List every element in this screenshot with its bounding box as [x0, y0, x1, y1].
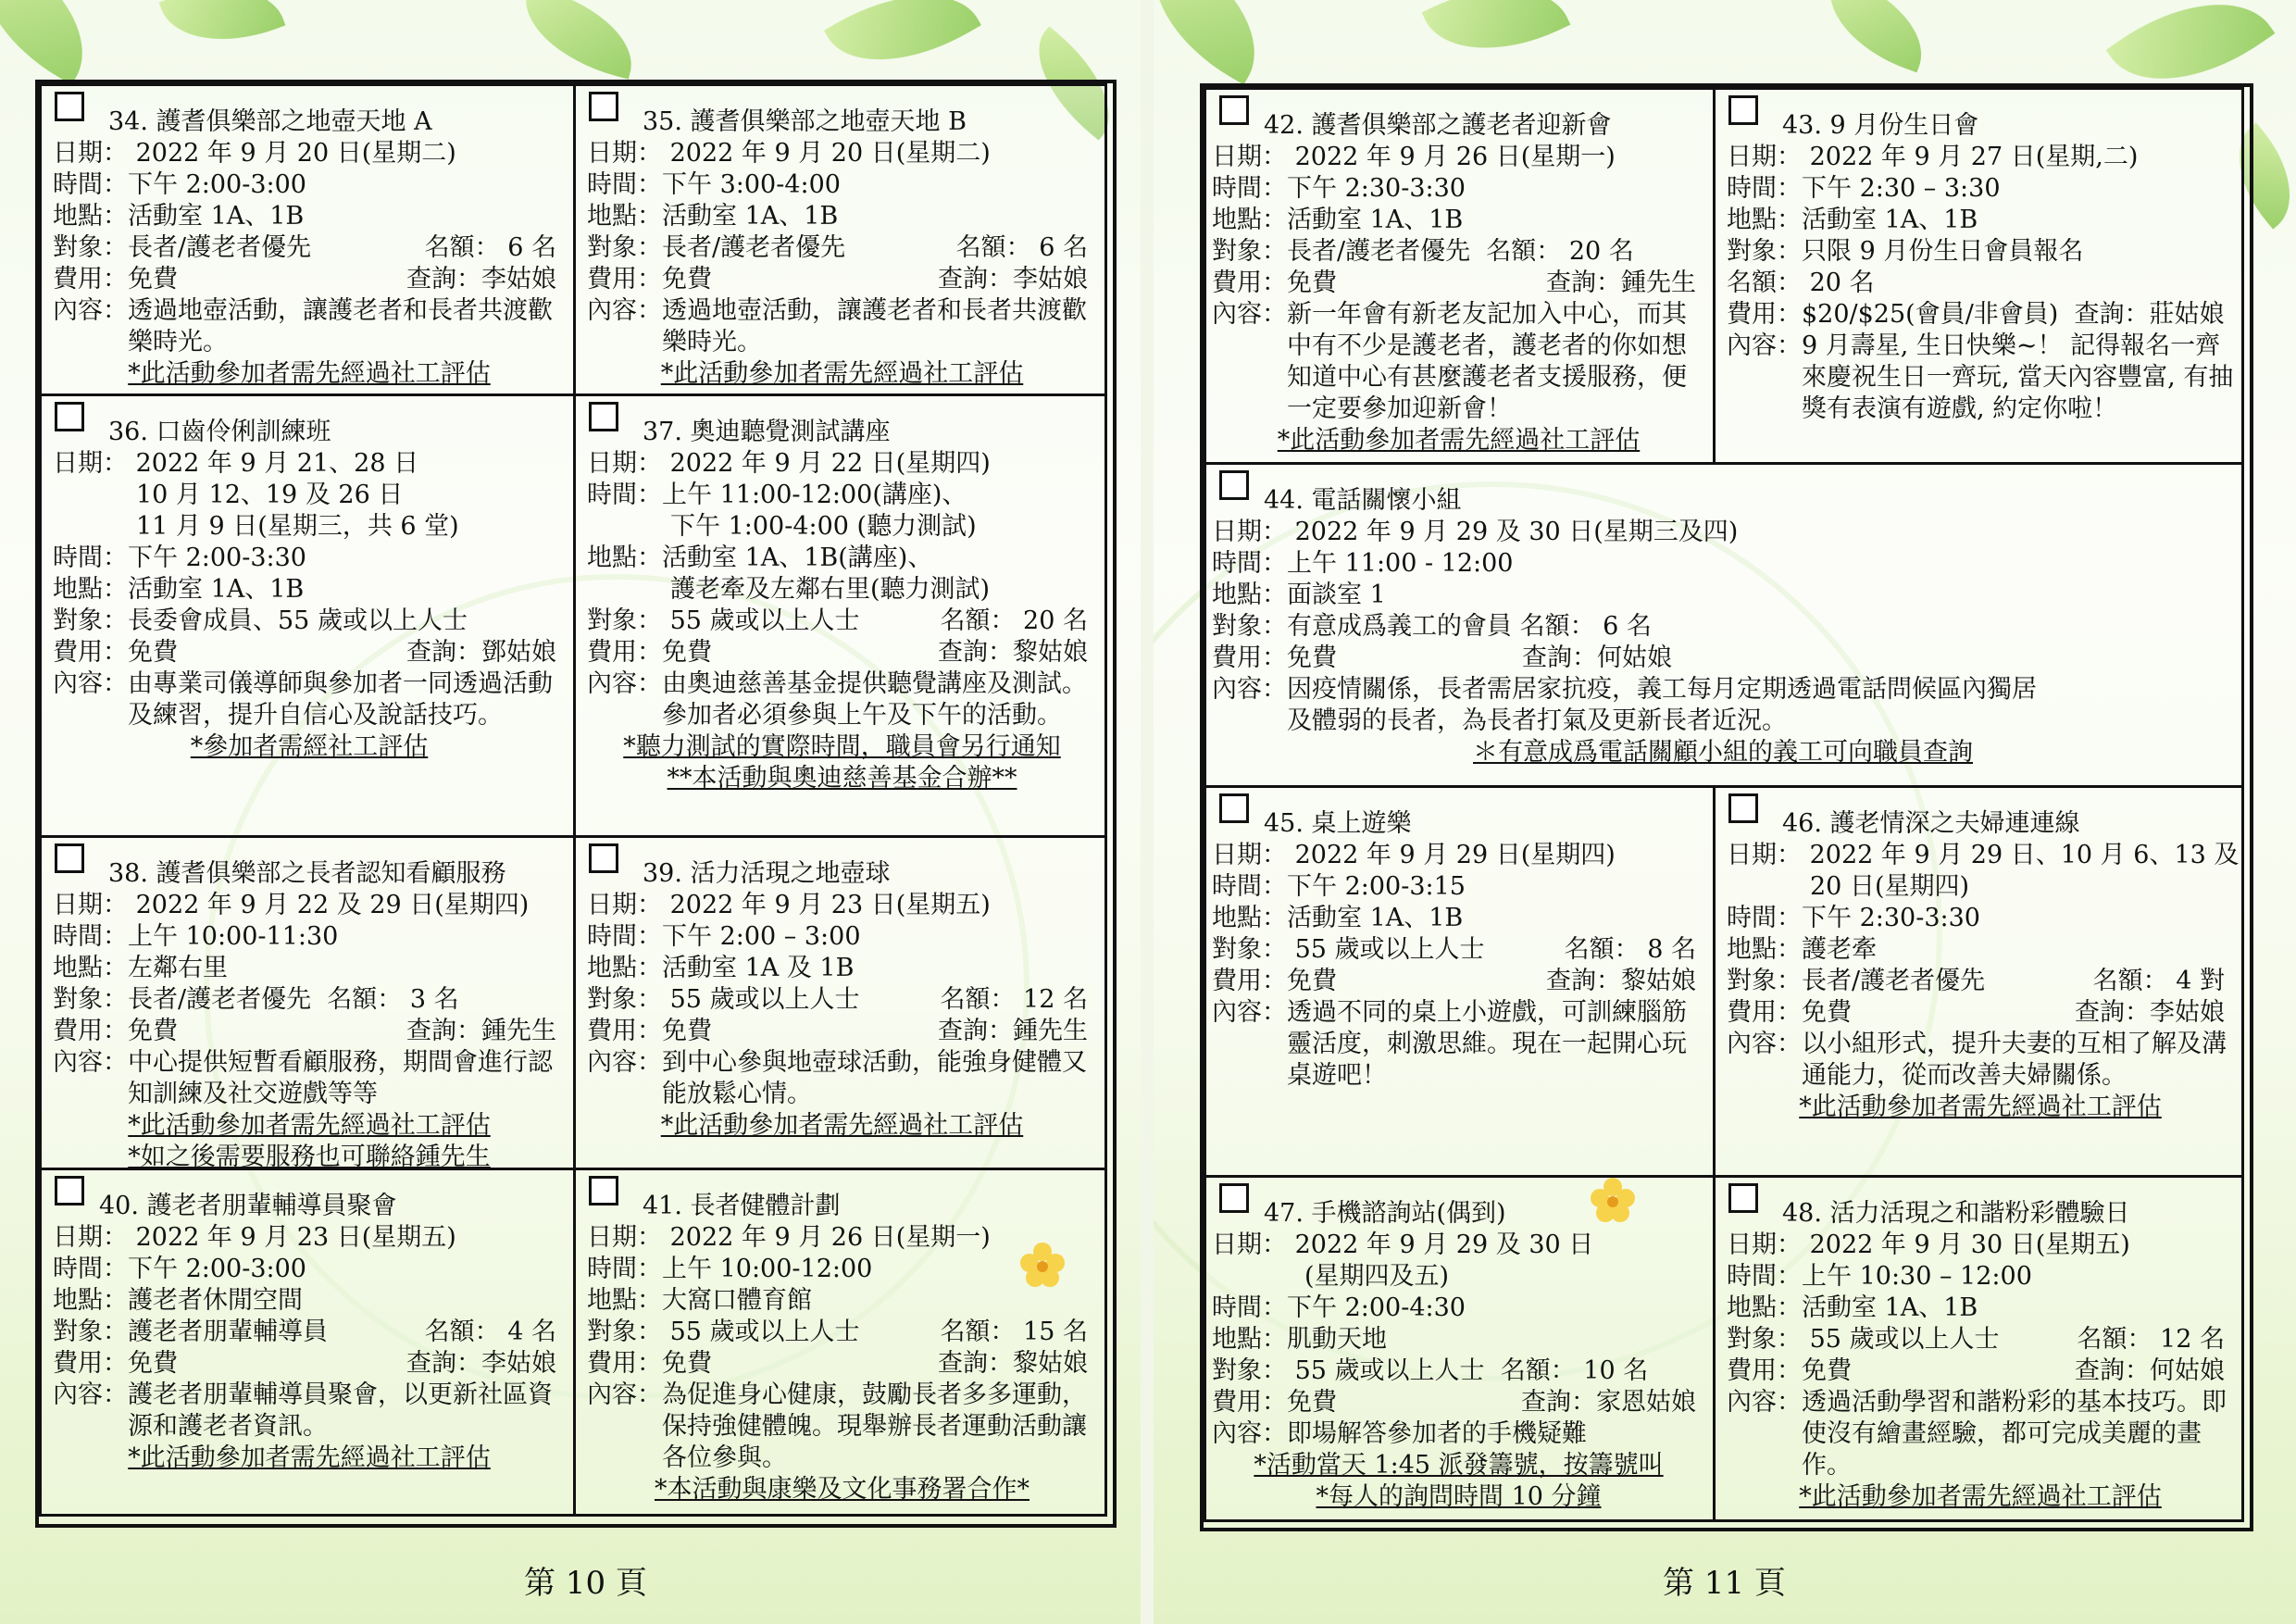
fee: 費用：免費 — [1727, 998, 1852, 1027]
target: 對象：長委會成員、55 歲或以上人士 — [53, 606, 468, 635]
date: 日期： 2022 年 9 月 21、28 日 — [53, 449, 419, 478]
date: 日期： 2022 年 9 月 27 日(星期,二) — [1727, 143, 2139, 171]
fee: 費用：免費 — [53, 638, 178, 667]
checkbox[interactable] — [589, 1176, 618, 1206]
target: 對象：長者/護老者優先 — [53, 233, 312, 262]
flower-icon — [1589, 1176, 1637, 1224]
enquiry: 查詢：李姑娘 — [2075, 998, 2225, 1027]
checkbox[interactable] — [55, 402, 84, 431]
time: 時間：下午 2:00-3:00 — [53, 170, 306, 199]
enquiry: 查詢：李姑娘 — [406, 1349, 556, 1378]
activity-title: 42. 護耆俱樂部之護老者迎新會 — [1264, 111, 1612, 140]
content: 即場解答參加者的手機疑難 — [1287, 1419, 1587, 1448]
place-line-2: 護老牽及左鄰右里(聽力測試) — [670, 575, 991, 604]
target: 對象： 55 歲或以上人士 — [587, 985, 860, 1014]
content: 由奧迪慈善基金提供聽覺講座及測試。參加者必須參與上午及下午的活動。 — [662, 669, 1087, 730]
date-line-2: 20 日(星期四) — [1810, 872, 1970, 901]
page-number: 第 11 頁 — [1663, 1565, 1786, 1602]
time: 時間：上午 11:00 - 12:00 — [1212, 549, 1514, 578]
fee: 費用：免費 — [1212, 967, 1337, 995]
checkbox[interactable] — [589, 843, 618, 873]
date: 日期： 2022 年 9 月 30 日(星期五) — [1727, 1230, 2130, 1259]
enquiry: 查詢：何姑娘 — [1522, 643, 1672, 672]
enquiry: 查詢：李姑娘 — [406, 265, 556, 294]
activity-title: 34. 護耆俱樂部之地壺天地 A — [108, 107, 432, 136]
content: 透過不同的桌上小遊戲，可訓練腦筋靈活度，刺激思維。現在一起開心玩桌遊吧！ — [1287, 998, 1687, 1090]
place: 地點：活動室 1A、1B — [1727, 1293, 1978, 1322]
page-gutter — [1141, 0, 1154, 1624]
target: 對象：長者/護老者優先 — [587, 233, 846, 262]
enquiry: 查詢：家恩姑娘 — [1521, 1388, 1696, 1417]
quota: 名額： 4 對 — [2092, 967, 2225, 995]
place: 地點：活動室 1A、1B — [53, 202, 305, 231]
fee: 費用：免費 — [1727, 1356, 1852, 1385]
time: 時間：下午 2:00 – 3:00 — [587, 922, 861, 951]
time: 時間：下午 2:00-3:30 — [53, 543, 306, 572]
place: 地點：肌動天地 — [1212, 1325, 1387, 1354]
activity-48 — [1713, 1175, 2244, 1522]
target: 對象：長者/護老者優先 — [53, 985, 312, 1014]
fee: 費用：免費 — [1212, 643, 1337, 672]
content: 為促進身心健康，鼓勵長者多多運動，保持強健體魄。現舉辦長者運動活動讓各位參與。 — [662, 1380, 1087, 1472]
fee: 費用：免費 — [587, 1349, 712, 1378]
activity-title: 43. 9 月份生日會 — [1782, 111, 1979, 140]
content: 因疫情關係，長者需居家抗疫，義工每月定期透過電話問候區內獨居及體弱的長者，為長者打氣及更新長者近況。 — [1287, 675, 2037, 735]
date: 日期： 2022 年 9 月 22 日(星期四) — [587, 449, 991, 478]
activity-grid-left — [35, 80, 1117, 1528]
fee: 費用：免費 — [53, 1017, 178, 1045]
note-2: **本活動與奧迪慈善基金合辦** — [667, 764, 1017, 793]
time: 時間：下午 2:00-3:00 — [53, 1255, 306, 1283]
enquiry: 查詢：莊姑娘 — [2074, 300, 2225, 329]
activity-38 — [39, 835, 576, 1170]
activity-title: 37. 奧迪聽覺測試講座 — [643, 418, 891, 446]
note-2: *如之後需要服務也可聯絡鍾先生 — [128, 1143, 491, 1170]
enquiry: 查詢：鄧姑娘 — [406, 638, 556, 667]
checkbox[interactable] — [55, 1176, 84, 1206]
quota: 名額： 3 名 — [327, 985, 459, 1014]
fee: 費用：免費 — [53, 1349, 178, 1378]
enquiry: 查詢：鍾先生 — [1546, 269, 1696, 297]
content: 中心提供短暫看顧服務，期間會進行認知訓練及社交遊戲等等 — [128, 1048, 553, 1108]
place: 地點：活動室 1A、1B — [1212, 206, 1464, 234]
activity-title: 48. 活力活現之和諧粉彩體驗日 — [1782, 1199, 2130, 1228]
date-line-2: 10 月 12、19 及 26 日 — [136, 481, 404, 509]
note: *此活動參加者需先經過社工評估 — [128, 1443, 491, 1472]
quota: 名額： 15 名 — [940, 1318, 1088, 1346]
time-line-2: 下午 1:00-4:00 (聽力測試) — [670, 512, 977, 541]
date: 日期： 2022 年 9 月 29 日、10 月 6、13 及 — [1727, 841, 2240, 869]
note: *活動當天 1:45 派發籌號，按籌號叫 — [1254, 1451, 1664, 1480]
activity-title: 44. 電話關懷小組 — [1264, 486, 1462, 515]
date: 日期： 2022 年 9 月 20 日(星期二) — [53, 139, 456, 168]
flower-icon — [1018, 1241, 1067, 1289]
fee: 費用：$20/$25(會員/非會員) — [1727, 300, 2059, 329]
target: 對象： 55 歲或以上人士 — [1727, 1325, 2000, 1354]
content-label: 內容： — [587, 1048, 662, 1077]
activity-title: 36. 口齒伶俐訓練班 — [108, 418, 331, 446]
activity-title: 40. 護老者朋輩輔導員聚會 — [99, 1192, 397, 1220]
checkbox[interactable] — [589, 92, 618, 121]
note: ＊有意成爲電話關顧小組的義工可向職員查詢 — [1473, 738, 1973, 767]
date: 日期： 2022 年 9 月 26 日(星期一) — [1212, 143, 1616, 171]
activity-title: 41. 長者健體計劃 — [643, 1192, 841, 1220]
content-label: 內容： — [53, 669, 128, 698]
quota: 名額： 20 名 — [1486, 237, 1634, 266]
note: *參加者需經社工評估 — [190, 732, 429, 761]
activity-title: 35. 護耆俱樂部之地壺天地 B — [643, 107, 967, 136]
activity-title: 45. 桌上遊樂 — [1264, 809, 1412, 838]
note: *此活動參加者需先經過社工評估 — [660, 1111, 1024, 1140]
activity-36 — [39, 394, 576, 838]
activity-47 — [1204, 1175, 1716, 1522]
time: 時間：下午 2:00-4:30 — [1212, 1293, 1466, 1322]
target: 對象：長者/護老者優先 — [1212, 237, 1471, 266]
quota: 名額： 4 名 — [424, 1318, 556, 1346]
date: 日期： 2022 年 9 月 29 及 30 日 — [1212, 1230, 1594, 1259]
content-label: 內容： — [1212, 675, 1287, 704]
checkbox[interactable] — [1728, 95, 1758, 125]
activity-title: 47. 手機諮詢站(偶到) — [1264, 1199, 1506, 1228]
content-label: 內容： — [587, 1380, 662, 1409]
place: 地點：活動室 1A、1B — [1212, 904, 1464, 932]
note: *此活動參加者需先經過社工評估 — [1799, 1482, 2162, 1511]
quota: 名額： 6 名 — [1519, 612, 1652, 641]
note: *聽力測試的實際時間，職員會另行通知 — [623, 732, 1061, 761]
time: 時間：上午 10:00-11:30 — [53, 922, 339, 951]
time: 時間：下午 2:00-3:15 — [1212, 872, 1466, 901]
content-label: 內容： — [53, 1380, 128, 1409]
quota: 名額： 12 名 — [2077, 1325, 2225, 1354]
enquiry: 查詢：李姑娘 — [938, 265, 1088, 294]
place: 地點：面談室 1 — [1212, 581, 1386, 609]
page-11 — [1154, 0, 2296, 1624]
content: 護老者朋輩輔導員聚會，以更新社區資源和護老者資訊。 — [128, 1380, 553, 1441]
place: 地點：活動室 1A、1B — [587, 202, 839, 231]
time: 時間：下午 2:30-3:30 — [1212, 174, 1466, 203]
target: 對象： 55 歲或以上人士 — [587, 606, 860, 635]
quota: 名額： 6 名 — [424, 233, 556, 262]
place: 地點：護老者休閒空間 — [53, 1286, 303, 1315]
time: 時間：上午 11:00-12:00(講座)、 — [587, 481, 967, 509]
place: 地點：護老牽 — [1727, 935, 1877, 964]
activity-45 — [1204, 785, 1716, 1178]
date: 日期： 2022 年 9 月 23 日(星期五) — [587, 891, 991, 919]
enquiry: 查詢：鍾先生 — [406, 1017, 556, 1045]
date: 日期： 2022 年 9 月 20 日(星期二) — [587, 139, 991, 168]
date-line-3: 11 月 9 日(星期三，共 6 堂) — [136, 512, 459, 541]
activity-35 — [573, 83, 1107, 396]
target: 對象：只限 9 月份生日會員報名 — [1727, 237, 2084, 266]
note: *此活動參加者需先經過社工評估 — [1799, 1093, 2162, 1121]
content-label: 內容： — [53, 296, 128, 325]
content-label: 內容： — [1727, 1030, 1802, 1058]
activity-41 — [573, 1168, 1107, 1517]
activity-40 — [39, 1168, 576, 1517]
checkbox[interactable] — [1219, 793, 1249, 823]
enquiry: 查詢：黎姑娘 — [938, 638, 1088, 667]
checkbox[interactable] — [1219, 470, 1249, 500]
place: 地點：活動室 1A 及 1B — [587, 954, 855, 982]
content: 新一年會有新老友記加入中心，而其中有不少是護老者，護老者的你如想知道中心有甚麼護老者支援服務，便一定要參加迎新會！ — [1287, 300, 1687, 423]
activity-37 — [573, 394, 1107, 838]
activity-title: 38. 護耆俱樂部之長者認知看顧服務 — [108, 859, 506, 888]
content-label: 內容： — [1727, 1388, 1802, 1417]
note: *此活動參加者需先經過社工評估 — [128, 359, 491, 388]
checkbox[interactable] — [1219, 1183, 1249, 1213]
date: 日期： 2022 年 9 月 26 日(星期一) — [587, 1223, 991, 1252]
target: 對象：長者/護老者優先 — [1727, 967, 1986, 995]
time: 時間：下午 2:30-3:30 — [1727, 904, 1980, 932]
content: 透過活動學習和諧粉彩的基本技巧。即使沒有繪畫經驗，都可完成美麗的畫作。 — [1802, 1388, 2227, 1480]
enquiry: 查詢：黎姑娘 — [938, 1349, 1088, 1378]
quota: 名額： 6 名 — [955, 233, 1088, 262]
quota: 名額： 8 名 — [1564, 935, 1696, 964]
time: 時間：上午 10:00-12:00 — [587, 1255, 873, 1283]
content: 透過地壺活動，讓護老者和長者共渡歡樂時光。 — [662, 296, 1087, 356]
content-label: 內容： — [1727, 331, 1802, 360]
page-10 — [0, 0, 1141, 1624]
fee: 費用：免費 — [587, 265, 712, 294]
page-number: 第 10 頁 — [524, 1565, 647, 1602]
activity-title: 39. 活力活現之地壺球 — [643, 859, 891, 888]
checkbox[interactable] — [55, 843, 84, 873]
activity-42 — [1204, 87, 1716, 465]
target: 對象： 55 歲或以上人士 — [1212, 1356, 1485, 1385]
target: 對象： 55 歲或以上人士 — [587, 1318, 860, 1346]
content-label: 內容： — [1212, 998, 1287, 1027]
content: 9 月壽星, 生日快樂~！ 記得報名一齊來慶祝生日一齊玩, 當天內容豐富, 有抽獎有表演有遊戲, 約定你啦！ — [1802, 331, 2234, 423]
note: *本活動與康樂及文化事務署合作* — [655, 1475, 1029, 1504]
fee: 費用：免費 — [53, 265, 178, 294]
checkbox[interactable] — [589, 402, 618, 431]
date: 日期： 2022 年 9 月 23 日(星期五) — [53, 1223, 456, 1252]
note: *此活動參加者需先經過社工評估 — [660, 359, 1024, 388]
activity-34 — [39, 83, 576, 396]
date: 日期： 2022 年 9 月 22 及 29 日(星期四) — [53, 891, 530, 919]
date-line-2: (星期四及五) — [1304, 1262, 1450, 1291]
place: 地點：大窩口體育館 — [587, 1286, 812, 1315]
quota: 名額： 20 名 — [940, 606, 1088, 635]
place: 地點：活動室 1A、1B(講座)、 — [587, 543, 933, 572]
note: *此活動參加者需先經過社工評估 — [128, 1111, 491, 1140]
quota: 名額： 20 名 — [1727, 269, 1875, 297]
content-label: 內容： — [53, 1048, 128, 1077]
target: 對象：有意成爲義工的會員 — [1212, 612, 1512, 641]
quota: 名額： 10 名 — [1500, 1356, 1649, 1385]
fee: 費用：免費 — [587, 638, 712, 667]
enquiry: 查詢：黎姑娘 — [1546, 967, 1696, 995]
activity-title: 46. 護老情深之夫婦連連線 — [1782, 809, 2080, 838]
content-label: 內容： — [1212, 300, 1287, 329]
time: 時間：上午 10:30 – 12:00 — [1727, 1262, 2032, 1291]
target: 對象：護老者朋輩輔導員 — [53, 1318, 328, 1346]
activity-46 — [1713, 785, 2244, 1178]
fee: 費用：免費 — [1212, 1388, 1337, 1417]
time: 時間：下午 2:30 – 3:30 — [1727, 174, 2001, 203]
checkbox[interactable] — [55, 92, 84, 121]
date: 日期： 2022 年 9 月 29 及 30 日(星期三及四) — [1212, 518, 1739, 546]
quota: 名額： 12 名 — [940, 985, 1088, 1014]
place: 地點：活動室 1A、1B — [1727, 206, 1978, 234]
activity-44 — [1204, 462, 2244, 788]
enquiry: 查詢：鍾先生 — [938, 1017, 1088, 1045]
content: 到中心參與地壺球活動，能強身健體又能放鬆心情。 — [662, 1048, 1087, 1108]
place: 地點：左鄰右里 — [53, 954, 228, 982]
place: 地點：活動室 1A、1B — [53, 575, 305, 604]
content-label: 內容： — [587, 669, 662, 698]
activity-grid-right — [1200, 83, 2253, 1531]
content: 以小組形式，提升夫妻的互相了解及溝通能力，從而改善夫婦關係。 — [1802, 1030, 2227, 1090]
activity-43 — [1713, 87, 2244, 465]
checkbox[interactable] — [1728, 1183, 1758, 1213]
time: 時間：下午 3:00-4:00 — [587, 170, 841, 199]
note-2: *每人的詢問時間 10 分鐘 — [1316, 1482, 1602, 1511]
activity-39 — [573, 835, 1107, 1170]
checkbox[interactable] — [1219, 95, 1249, 125]
content: 由專業司儀導師與參加者一同透過活動及練習，提升自信心及說話技巧。 — [128, 669, 553, 730]
enquiry: 查詢：何姑娘 — [2075, 1356, 2225, 1385]
target: 對象： 55 歲或以上人士 — [1212, 935, 1485, 964]
fee: 費用：免費 — [1212, 269, 1337, 297]
date: 日期： 2022 年 9 月 29 日(星期四) — [1212, 841, 1616, 869]
content-label: 內容： — [1212, 1419, 1287, 1448]
content: 透過地壺活動，讓護老者和長者共渡歡樂時光。 — [128, 296, 553, 356]
checkbox[interactable] — [1728, 793, 1758, 823]
note: *此活動參加者需先經過社工評估 — [1277, 426, 1641, 455]
fee: 費用：免費 — [587, 1017, 712, 1045]
content-label: 內容： — [587, 296, 662, 325]
